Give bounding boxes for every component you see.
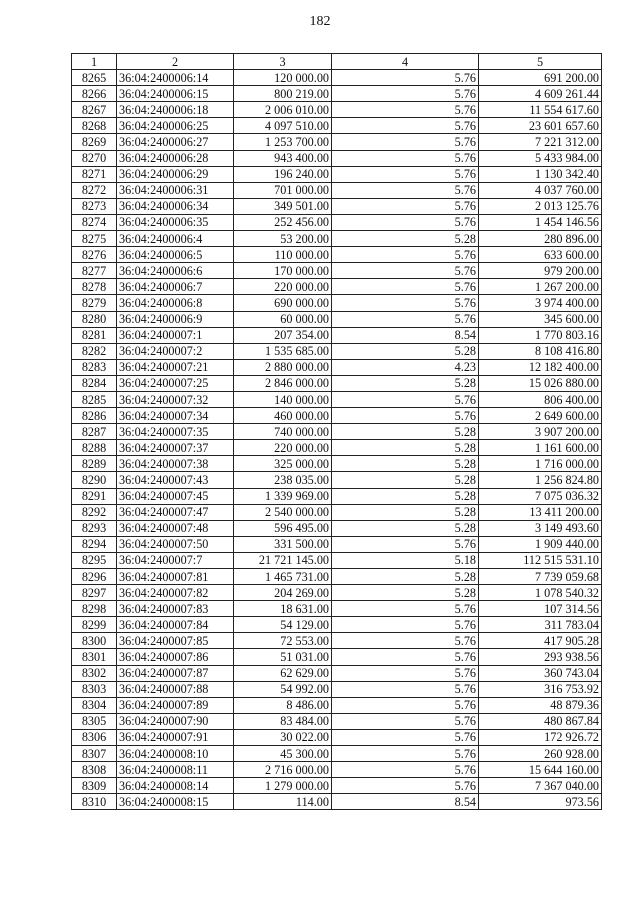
value-cell: 1 339 969.00	[234, 488, 332, 504]
cadastral-number-cell: 36:04:2400007:87	[117, 665, 234, 681]
rate-cell: 5.76	[332, 198, 479, 214]
amount-cell: 345 600.00	[479, 311, 602, 327]
row-number-cell: 8295	[72, 552, 117, 568]
rate-cell: 5.76	[332, 649, 479, 665]
table-row	[72, 488, 602, 504]
cadastral-number-cell: 36:04:2400007:2	[117, 343, 234, 359]
row-number-cell: 8294	[72, 536, 117, 552]
value-cell: 4 097 510.00	[234, 118, 332, 134]
value-cell: 740 000.00	[234, 424, 332, 440]
cadastral-number-cell: 36:04:2400006:7	[117, 279, 234, 295]
amount-cell: 8 108 416.80	[479, 343, 602, 359]
amount-cell: 48 879.36	[479, 697, 602, 713]
row-number-cell: 8305	[72, 713, 117, 729]
table-row	[72, 134, 602, 150]
value-cell: 220 000.00	[234, 279, 332, 295]
table-row	[72, 617, 602, 633]
table-row	[72, 102, 602, 118]
row-number-cell: 8301	[72, 649, 117, 665]
table-row	[72, 86, 602, 102]
cadastral-number-cell: 36:04:2400007:50	[117, 536, 234, 552]
cadastral-number-cell: 36:04:2400006:35	[117, 214, 234, 230]
cadastral-number-cell: 36:04:2400007:82	[117, 585, 234, 601]
row-number-cell: 8267	[72, 102, 117, 118]
amount-cell: 633 600.00	[479, 247, 602, 263]
amount-cell: 2 013 125.76	[479, 198, 602, 214]
amount-cell: 417 905.28	[479, 633, 602, 649]
amount-cell: 3 907 200.00	[479, 424, 602, 440]
amount-cell: 23 601 657.60	[479, 118, 602, 134]
row-number-cell: 8291	[72, 488, 117, 504]
value-cell: 2 540 000.00	[234, 504, 332, 520]
amount-cell: 280 896.00	[479, 231, 602, 247]
row-number-cell: 8308	[72, 762, 117, 778]
cadastral-number-cell: 36:04:2400006:34	[117, 198, 234, 214]
table-row	[72, 424, 602, 440]
rate-cell: 5.76	[332, 617, 479, 633]
rate-cell: 5.76	[332, 778, 479, 794]
row-number-cell: 8296	[72, 569, 117, 585]
value-cell: 701 000.00	[234, 182, 332, 198]
value-cell: 51 031.00	[234, 649, 332, 665]
cadastral-number-cell: 36:04:2400007:7	[117, 552, 234, 568]
value-cell: 53 200.00	[234, 231, 332, 247]
row-number-cell: 8277	[72, 263, 117, 279]
table-row	[72, 697, 602, 713]
cadastral-number-cell: 36:04:2400008:15	[117, 794, 234, 810]
table-row	[72, 70, 602, 86]
row-number-cell: 8283	[72, 359, 117, 375]
rate-cell: 5.76	[332, 279, 479, 295]
cadastral-number-cell: 36:04:2400008:14	[117, 778, 234, 794]
cadastral-number-cell: 36:04:2400006:29	[117, 166, 234, 182]
cadastral-number-cell: 36:04:2400006:14	[117, 70, 234, 86]
cadastral-number-cell: 36:04:2400007:38	[117, 456, 234, 472]
table-row	[72, 166, 602, 182]
cadastral-number-cell: 36:04:2400006:8	[117, 295, 234, 311]
amount-cell: 11 554 617.60	[479, 102, 602, 118]
value-cell: 596 495.00	[234, 520, 332, 536]
row-number-cell: 8282	[72, 343, 117, 359]
value-cell: 2 716 000.00	[234, 762, 332, 778]
rate-cell: 5.76	[332, 214, 479, 230]
row-number-cell: 8297	[72, 585, 117, 601]
header-col-3: 3	[234, 54, 332, 70]
table-row	[72, 713, 602, 729]
table-row	[72, 536, 602, 552]
table-row	[72, 198, 602, 214]
cadastral-number-cell: 36:04:2400008:10	[117, 746, 234, 762]
row-number-cell: 8273	[72, 198, 117, 214]
amount-cell: 1 770 803.16	[479, 327, 602, 343]
value-cell: 1 279 000.00	[234, 778, 332, 794]
amount-cell: 5 433 984.00	[479, 150, 602, 166]
cadastral-number-cell: 36:04:2400006:15	[117, 86, 234, 102]
amount-cell: 112 515 531.10	[479, 552, 602, 568]
table-row	[72, 729, 602, 745]
table-row	[72, 665, 602, 681]
rate-cell: 5.76	[332, 295, 479, 311]
rate-cell: 5.76	[332, 263, 479, 279]
rate-cell: 5.28	[332, 424, 479, 440]
amount-cell: 2 649 600.00	[479, 408, 602, 424]
cadastral-number-cell: 36:04:2400007:45	[117, 488, 234, 504]
amount-cell: 293 938.56	[479, 649, 602, 665]
table-body	[72, 70, 602, 810]
rate-cell: 5.76	[332, 166, 479, 182]
header-col-2: 2	[117, 54, 234, 70]
value-cell: 120 000.00	[234, 70, 332, 86]
row-number-cell: 8289	[72, 456, 117, 472]
amount-cell: 691 200.00	[479, 70, 602, 86]
rate-cell: 5.76	[332, 681, 479, 697]
cadastral-number-cell: 36:04:2400007:88	[117, 681, 234, 697]
table-row	[72, 520, 602, 536]
row-number-cell: 8268	[72, 118, 117, 134]
table-row	[72, 359, 602, 375]
table-row	[72, 182, 602, 198]
amount-cell: 979 200.00	[479, 263, 602, 279]
value-cell: 220 000.00	[234, 440, 332, 456]
row-number-cell: 8278	[72, 279, 117, 295]
row-number-cell: 8307	[72, 746, 117, 762]
rate-cell: 5.28	[332, 375, 479, 391]
rate-cell: 5.76	[332, 408, 479, 424]
rate-cell: 5.28	[332, 488, 479, 504]
value-cell: 1 253 700.00	[234, 134, 332, 150]
amount-cell: 7 739 059.68	[479, 569, 602, 585]
row-number-cell: 8300	[72, 633, 117, 649]
row-number-cell: 8285	[72, 391, 117, 407]
rate-cell: 5.28	[332, 504, 479, 520]
cadastral-number-cell: 36:04:2400007:1	[117, 327, 234, 343]
row-number-cell: 8298	[72, 601, 117, 617]
rate-cell: 5.76	[332, 713, 479, 729]
value-cell: 331 500.00	[234, 536, 332, 552]
cadastral-number-cell: 36:04:2400007:47	[117, 504, 234, 520]
row-number-cell: 8284	[72, 375, 117, 391]
table-row	[72, 375, 602, 391]
row-number-cell: 8304	[72, 697, 117, 713]
amount-cell: 1 161 600.00	[479, 440, 602, 456]
table-row	[72, 552, 602, 568]
rate-cell: 8.54	[332, 794, 479, 810]
value-cell: 238 035.00	[234, 472, 332, 488]
cadastral-number-cell: 36:04:2400007:86	[117, 649, 234, 665]
row-number-cell: 8275	[72, 231, 117, 247]
header-col-1: 1	[72, 54, 117, 70]
cadastral-number-cell: 36:04:2400007:25	[117, 375, 234, 391]
row-number-cell: 8290	[72, 472, 117, 488]
amount-cell: 1 716 000.00	[479, 456, 602, 472]
value-cell: 204 269.00	[234, 585, 332, 601]
rate-cell: 5.28	[332, 585, 479, 601]
amount-cell: 1 454 146.56	[479, 214, 602, 230]
row-number-cell: 8286	[72, 408, 117, 424]
table-row	[72, 440, 602, 456]
amount-cell: 7 221 312.00	[479, 134, 602, 150]
value-cell: 54 129.00	[234, 617, 332, 633]
table-row	[72, 279, 602, 295]
value-cell: 110 000.00	[234, 247, 332, 263]
value-cell: 1 465 731.00	[234, 569, 332, 585]
table-row	[72, 762, 602, 778]
value-cell: 170 000.00	[234, 263, 332, 279]
page-number: 182	[309, 14, 331, 29]
amount-cell: 4 037 760.00	[479, 182, 602, 198]
cadastral-number-cell: 36:04:2400007:34	[117, 408, 234, 424]
value-cell: 1 535 685.00	[234, 343, 332, 359]
amount-cell: 316 753.92	[479, 681, 602, 697]
value-cell: 2 846 000.00	[234, 375, 332, 391]
amount-cell: 973.56	[479, 794, 602, 810]
table-row	[72, 263, 602, 279]
table-row	[72, 601, 602, 617]
amount-cell: 1 130 342.40	[479, 166, 602, 182]
value-cell: 30 022.00	[234, 729, 332, 745]
cadastral-number-cell: 36:04:2400007:32	[117, 391, 234, 407]
amount-cell: 7 075 036.32	[479, 488, 602, 504]
amount-cell: 480 867.84	[479, 713, 602, 729]
table-row	[72, 472, 602, 488]
table-row	[72, 118, 602, 134]
table-row	[72, 327, 602, 343]
value-cell: 800 219.00	[234, 86, 332, 102]
rate-cell: 8.54	[332, 327, 479, 343]
rate-cell: 5.76	[332, 150, 479, 166]
value-cell: 252 456.00	[234, 214, 332, 230]
table-row	[72, 569, 602, 585]
cadastral-number-cell: 36:04:2400006:9	[117, 311, 234, 327]
cadastral-number-cell: 36:04:2400007:43	[117, 472, 234, 488]
data-table	[71, 53, 602, 810]
amount-cell: 107 314.56	[479, 601, 602, 617]
cadastral-number-cell: 36:04:2400006:31	[117, 182, 234, 198]
rate-cell: 5.28	[332, 472, 479, 488]
cadastral-number-cell: 36:04:2400007:85	[117, 633, 234, 649]
table-row	[72, 391, 602, 407]
table-row	[72, 456, 602, 472]
rate-cell: 5.28	[332, 569, 479, 585]
rate-cell: 4.23	[332, 359, 479, 375]
amount-cell: 1 078 540.32	[479, 585, 602, 601]
row-number-cell: 8299	[72, 617, 117, 633]
table-row	[72, 681, 602, 697]
table-row	[72, 778, 602, 794]
amount-cell: 1 256 824.80	[479, 472, 602, 488]
amount-cell: 12 182 400.00	[479, 359, 602, 375]
row-number-cell: 8293	[72, 520, 117, 536]
value-cell: 21 721 145.00	[234, 552, 332, 568]
value-cell: 83 484.00	[234, 713, 332, 729]
cadastral-number-cell: 36:04:2400007:91	[117, 729, 234, 745]
cadastral-number-cell: 36:04:2400007:89	[117, 697, 234, 713]
value-cell: 18 631.00	[234, 601, 332, 617]
rate-cell: 5.76	[332, 102, 479, 118]
rate-cell: 5.76	[332, 182, 479, 198]
rate-cell: 5.76	[332, 247, 479, 263]
table-row	[72, 633, 602, 649]
value-cell: 54 992.00	[234, 681, 332, 697]
cadastral-number-cell: 36:04:2400007:35	[117, 424, 234, 440]
row-number-cell: 8310	[72, 794, 117, 810]
cadastral-number-cell: 36:04:2400007:84	[117, 617, 234, 633]
amount-cell: 3 974 400.00	[479, 295, 602, 311]
amount-cell: 7 367 040.00	[479, 778, 602, 794]
table-row	[72, 247, 602, 263]
cadastral-number-cell: 36:04:2400006:25	[117, 118, 234, 134]
table-row	[72, 150, 602, 166]
rate-cell: 5.76	[332, 134, 479, 150]
table-row	[72, 214, 602, 230]
table-row	[72, 311, 602, 327]
cadastral-number-cell: 36:04:2400007:48	[117, 520, 234, 536]
cadastral-number-cell: 36:04:2400007:37	[117, 440, 234, 456]
value-cell: 2 880 000.00	[234, 359, 332, 375]
rate-cell: 5.76	[332, 391, 479, 407]
rate-cell: 5.76	[332, 311, 479, 327]
cadastral-number-cell: 36:04:2400007:81	[117, 569, 234, 585]
rate-cell: 5.28	[332, 520, 479, 536]
row-number-cell: 8287	[72, 424, 117, 440]
value-cell: 45 300.00	[234, 746, 332, 762]
value-cell: 196 240.00	[234, 166, 332, 182]
row-number-cell: 8281	[72, 327, 117, 343]
amount-cell: 15 026 880.00	[479, 375, 602, 391]
cadastral-number-cell: 36:04:2400006:6	[117, 263, 234, 279]
rate-cell: 5.76	[332, 601, 479, 617]
amount-cell: 13 411 200.00	[479, 504, 602, 520]
cadastral-number-cell: 36:04:2400006:5	[117, 247, 234, 263]
amount-cell: 3 149 493.60	[479, 520, 602, 536]
value-cell: 349 501.00	[234, 198, 332, 214]
value-cell: 2 006 010.00	[234, 102, 332, 118]
rate-cell: 5.76	[332, 86, 479, 102]
row-number-cell: 8270	[72, 150, 117, 166]
amount-cell: 1 267 200.00	[479, 279, 602, 295]
table-row	[72, 794, 602, 810]
cadastral-number-cell: 36:04:2400006:18	[117, 102, 234, 118]
table-row	[72, 231, 602, 247]
cadastral-number-cell: 36:04:2400007:90	[117, 713, 234, 729]
value-cell: 325 000.00	[234, 456, 332, 472]
row-number-cell: 8288	[72, 440, 117, 456]
table-row	[72, 585, 602, 601]
row-number-cell: 8269	[72, 134, 117, 150]
value-cell: 943 400.00	[234, 150, 332, 166]
rate-cell: 5.28	[332, 456, 479, 472]
rate-cell: 5.76	[332, 746, 479, 762]
value-cell: 72 553.00	[234, 633, 332, 649]
value-cell: 114.00	[234, 794, 332, 810]
cadastral-number-cell: 36:04:2400006:4	[117, 231, 234, 247]
rate-cell: 5.76	[332, 70, 479, 86]
value-cell: 690 000.00	[234, 295, 332, 311]
cadastral-number-cell: 36:04:2400006:28	[117, 150, 234, 166]
row-number-cell: 8265	[72, 70, 117, 86]
row-number-cell: 8279	[72, 295, 117, 311]
table-row	[72, 649, 602, 665]
value-cell: 60 000.00	[234, 311, 332, 327]
amount-cell: 172 926.72	[479, 729, 602, 745]
amount-cell: 806 400.00	[479, 391, 602, 407]
row-number-cell: 8306	[72, 729, 117, 745]
row-number-cell: 8276	[72, 247, 117, 263]
amount-cell: 1 909 440.00	[479, 536, 602, 552]
amount-cell: 4 609 261.44	[479, 86, 602, 102]
table-row	[72, 295, 602, 311]
table-row	[72, 343, 602, 359]
table-row	[72, 746, 602, 762]
rate-cell: 5.28	[332, 343, 479, 359]
row-number-cell: 8303	[72, 681, 117, 697]
amount-cell: 311 783.04	[479, 617, 602, 633]
row-number-cell: 8280	[72, 311, 117, 327]
rate-cell: 5.28	[332, 440, 479, 456]
header-col-4: 4	[332, 54, 479, 70]
row-number-cell: 8272	[72, 182, 117, 198]
table-row	[72, 408, 602, 424]
row-number-cell: 8292	[72, 504, 117, 520]
rate-cell: 5.28	[332, 231, 479, 247]
value-cell: 207 354.00	[234, 327, 332, 343]
rate-cell: 5.76	[332, 536, 479, 552]
amount-cell: 360 743.04	[479, 665, 602, 681]
cadastral-number-cell: 36:04:2400008:11	[117, 762, 234, 778]
table-row	[72, 504, 602, 520]
row-number-cell: 8302	[72, 665, 117, 681]
header-row	[72, 54, 602, 70]
row-number-cell: 8309	[72, 778, 117, 794]
amount-cell: 260 928.00	[479, 746, 602, 762]
cadastral-number-cell: 36:04:2400007:21	[117, 359, 234, 375]
header-col-5: 5	[479, 54, 602, 70]
row-number-cell: 8266	[72, 86, 117, 102]
rate-cell: 5.76	[332, 697, 479, 713]
rate-cell: 5.76	[332, 665, 479, 681]
rate-cell: 5.76	[332, 633, 479, 649]
row-number-cell: 8271	[72, 166, 117, 182]
rate-cell: 5.76	[332, 762, 479, 778]
value-cell: 140 000.00	[234, 391, 332, 407]
row-number-cell: 8274	[72, 214, 117, 230]
rate-cell: 5.76	[332, 118, 479, 134]
cadastral-number-cell: 36:04:2400006:27	[117, 134, 234, 150]
value-cell: 8 486.00	[234, 697, 332, 713]
rate-cell: 5.76	[332, 729, 479, 745]
value-cell: 460 000.00	[234, 408, 332, 424]
amount-cell: 15 644 160.00	[479, 762, 602, 778]
value-cell: 62 629.00	[234, 665, 332, 681]
rate-cell: 5.18	[332, 552, 479, 568]
cadastral-number-cell: 36:04:2400007:83	[117, 601, 234, 617]
